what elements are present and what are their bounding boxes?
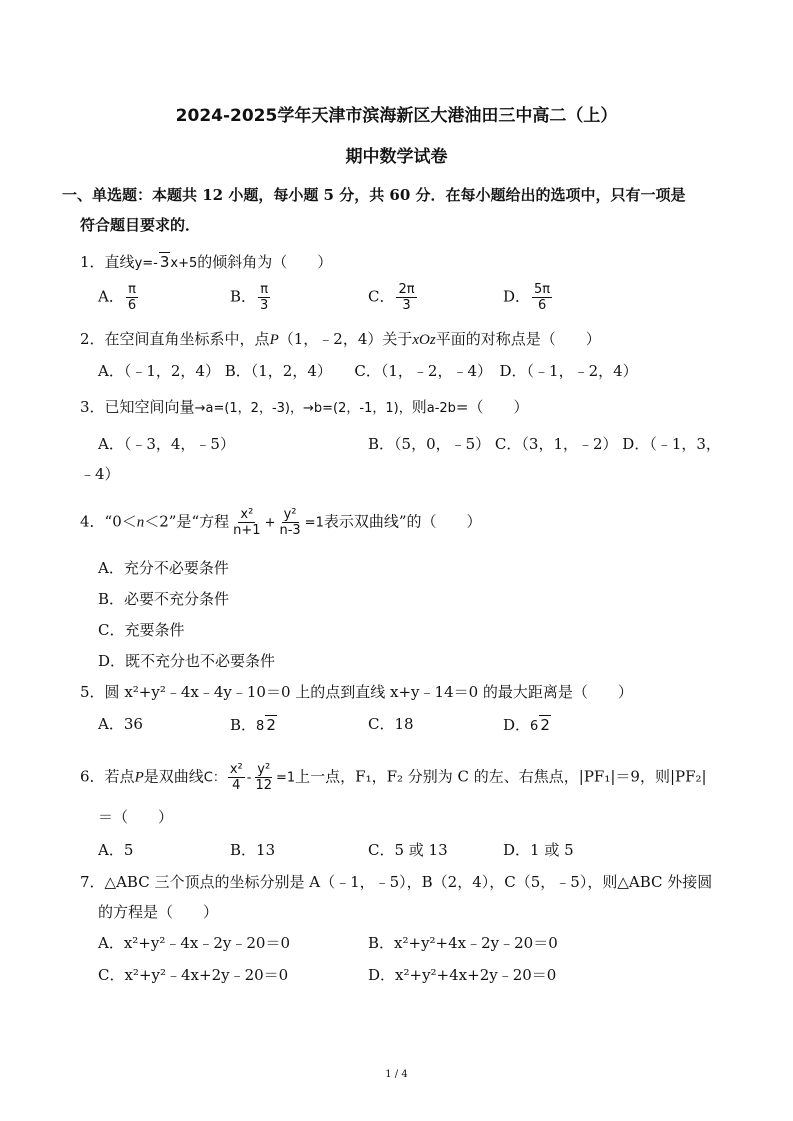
question-text: =（ ） bbox=[455, 398, 529, 416]
equation-part: y=- bbox=[134, 256, 158, 271]
equation-part: =1 bbox=[304, 515, 324, 531]
option-a: A．充分不必要条件 bbox=[98, 559, 229, 577]
sqrt-term: 3 bbox=[159, 253, 170, 271]
question-5 bbox=[80, 683, 633, 701]
numerator: π bbox=[260, 282, 269, 297]
option-label: B． bbox=[230, 287, 257, 306]
option-b: B．x²+y²+4x﹣2y﹣20＝0 bbox=[368, 934, 558, 952]
coefficient: 8 bbox=[256, 719, 265, 734]
page-subtitle: 期中数学试卷 bbox=[345, 147, 448, 167]
section-heading: 一、单选题：本题共 12 小题，每小题 5 分，共 60 分．在每小题给出的选项中，只有一项是 bbox=[62, 186, 686, 204]
fraction bbox=[231, 507, 262, 538]
fraction bbox=[532, 282, 552, 313]
option-label: A． bbox=[98, 287, 124, 306]
sqrt-term: 2 bbox=[266, 716, 276, 734]
question-number: 6． bbox=[80, 767, 105, 786]
question-2 bbox=[80, 330, 601, 349]
question-6-cont: ＝（ ） bbox=[98, 808, 174, 826]
fraction bbox=[258, 282, 270, 313]
vector-b: →b bbox=[302, 401, 323, 416]
question-text: 在空间直角坐标系中，点 bbox=[104, 330, 270, 348]
option-d: D．x²+y²+4x+2y﹣20＝0 bbox=[368, 966, 557, 984]
question-number: 4． bbox=[80, 512, 105, 531]
option-c: C．x²+y²﹣4x+2y﹣20＝0 bbox=[98, 966, 289, 984]
question-text: 上一点，F₁，F₂ 分别为 C 的左、右焦点，|PF₁|＝9，则|PF₂| bbox=[295, 767, 707, 786]
question-number: 5． bbox=[80, 683, 105, 701]
fraction bbox=[126, 282, 138, 313]
equation-part: x+5 bbox=[170, 256, 198, 271]
option-label: C． bbox=[368, 287, 395, 306]
option-a bbox=[98, 282, 140, 313]
operator: - bbox=[246, 770, 252, 786]
option-label: B． bbox=[230, 716, 257, 734]
option-c bbox=[368, 282, 419, 313]
question-text: 的倾斜角为（ ） bbox=[197, 253, 333, 271]
question-3 bbox=[80, 398, 529, 418]
question-number: 1． bbox=[80, 253, 105, 271]
question-7-cont: 的方程是（ ） bbox=[98, 903, 219, 921]
option-b bbox=[230, 282, 272, 313]
point-label: P bbox=[269, 332, 279, 348]
equation-part: =1 bbox=[275, 770, 296, 786]
option-b: B．必要不充分条件 bbox=[98, 590, 230, 608]
option-d bbox=[503, 715, 551, 736]
vector-expression: a-2b bbox=[426, 401, 456, 416]
numerator: π bbox=[128, 282, 136, 297]
question-text: 平面的对称点是（ ） bbox=[435, 330, 601, 348]
question-number: 3． bbox=[80, 398, 105, 416]
fraction bbox=[277, 507, 302, 538]
vector-arrow: → bbox=[194, 401, 206, 416]
denominator: n-3 bbox=[279, 523, 301, 538]
numerator: 5π bbox=[534, 282, 551, 297]
denominator: n+1 bbox=[233, 523, 261, 538]
coefficient: 6 bbox=[530, 719, 539, 734]
numerator: x² bbox=[229, 762, 243, 777]
option-b bbox=[230, 715, 277, 736]
question-text: 圆 x²+y²﹣4x﹣4y﹣10＝0 上的点到直线 x+y﹣14＝0 的最大距离是（ ） bbox=[104, 683, 633, 701]
option-label: D． bbox=[503, 716, 531, 734]
options-continued: ﹣4） bbox=[80, 465, 120, 483]
page-number: 1 / 4 bbox=[385, 1069, 408, 1080]
option-a: A．5 bbox=[98, 841, 134, 859]
question-text: “0＜ bbox=[104, 512, 137, 531]
operator: + bbox=[264, 515, 276, 531]
question-text: 若点 bbox=[104, 767, 135, 786]
vector-b-value: =(2，-1，1)， bbox=[322, 401, 412, 416]
option-a: A．x²+y²﹣4x﹣2y﹣20＝0 bbox=[98, 934, 291, 952]
question-text: 是双曲线 bbox=[143, 767, 204, 786]
option-a: A．36 bbox=[98, 715, 143, 733]
question-text: （1，﹣2，4）关于 bbox=[278, 330, 413, 348]
point-label: P bbox=[134, 769, 144, 786]
option-b: B．13 bbox=[230, 841, 276, 859]
question-7 bbox=[80, 873, 712, 891]
denominator: 3 bbox=[402, 298, 411, 313]
question-1 bbox=[80, 252, 332, 273]
numerator: y² bbox=[283, 507, 297, 522]
question-text: 已知空间向量 bbox=[104, 398, 195, 416]
denominator: 3 bbox=[260, 298, 269, 313]
fraction bbox=[396, 282, 416, 313]
plane-label: xOz bbox=[412, 332, 436, 348]
question-number: 7． bbox=[80, 873, 105, 891]
option-d bbox=[503, 282, 554, 313]
fraction bbox=[253, 762, 274, 793]
options-bcd: B．（5，0，﹣5） C．（3，1，﹣2） D．（﹣1，3， bbox=[368, 435, 721, 453]
option-c: C．充要条件 bbox=[98, 621, 185, 639]
denominator: 4 bbox=[232, 778, 241, 793]
question-text: 则 bbox=[411, 398, 427, 416]
option-a: A．（﹣3，4，﹣5） bbox=[98, 435, 235, 453]
sqrt-term: 2 bbox=[540, 716, 550, 734]
option-c: C．18 bbox=[368, 715, 414, 733]
denominator: 6 bbox=[537, 298, 547, 313]
denominator: 6 bbox=[127, 298, 137, 313]
question-text: 表示双曲线”的（ ） bbox=[323, 512, 482, 531]
question-6 bbox=[80, 762, 707, 793]
vector-a-value: =(1，2，-3)， bbox=[213, 401, 303, 416]
variable-n: n bbox=[136, 514, 145, 531]
numerator: y² bbox=[257, 762, 271, 777]
denominator: 12 bbox=[255, 778, 272, 793]
vector-arrow: → bbox=[302, 401, 314, 416]
vector-a: →a bbox=[194, 401, 214, 416]
curve-name: C： bbox=[203, 770, 226, 786]
fraction bbox=[228, 762, 245, 793]
option-d: D．既不充分也不必要条件 bbox=[98, 652, 276, 670]
question-4 bbox=[80, 507, 482, 538]
question-text: △ABC 三个顶点的坐标分别是 A（﹣1，﹣5），B（2，4），C（5，﹣5），则△ABC 外接圆 bbox=[104, 873, 713, 891]
section-heading-cont: 符合题目要求的． bbox=[80, 216, 201, 234]
question-number: 2． bbox=[80, 330, 105, 348]
numerator: 2π bbox=[398, 282, 415, 297]
question-text: ＜2”是“方程 bbox=[144, 512, 230, 531]
question-2-options: A．（﹣1，2，4） B．（1，2，4） C．（1，﹣2，﹣4） D．（﹣1，﹣2，4） bbox=[98, 362, 638, 380]
option-d: D．1 或 5 bbox=[503, 841, 574, 859]
page-title: 2024-2025学年天津市滨海新区大港油田三中高二（上） bbox=[175, 106, 618, 126]
option-c: C．5 或 13 bbox=[368, 841, 448, 859]
option-label: D． bbox=[503, 287, 531, 306]
numerator: x² bbox=[240, 507, 254, 522]
question-text: 直线 bbox=[104, 253, 135, 271]
